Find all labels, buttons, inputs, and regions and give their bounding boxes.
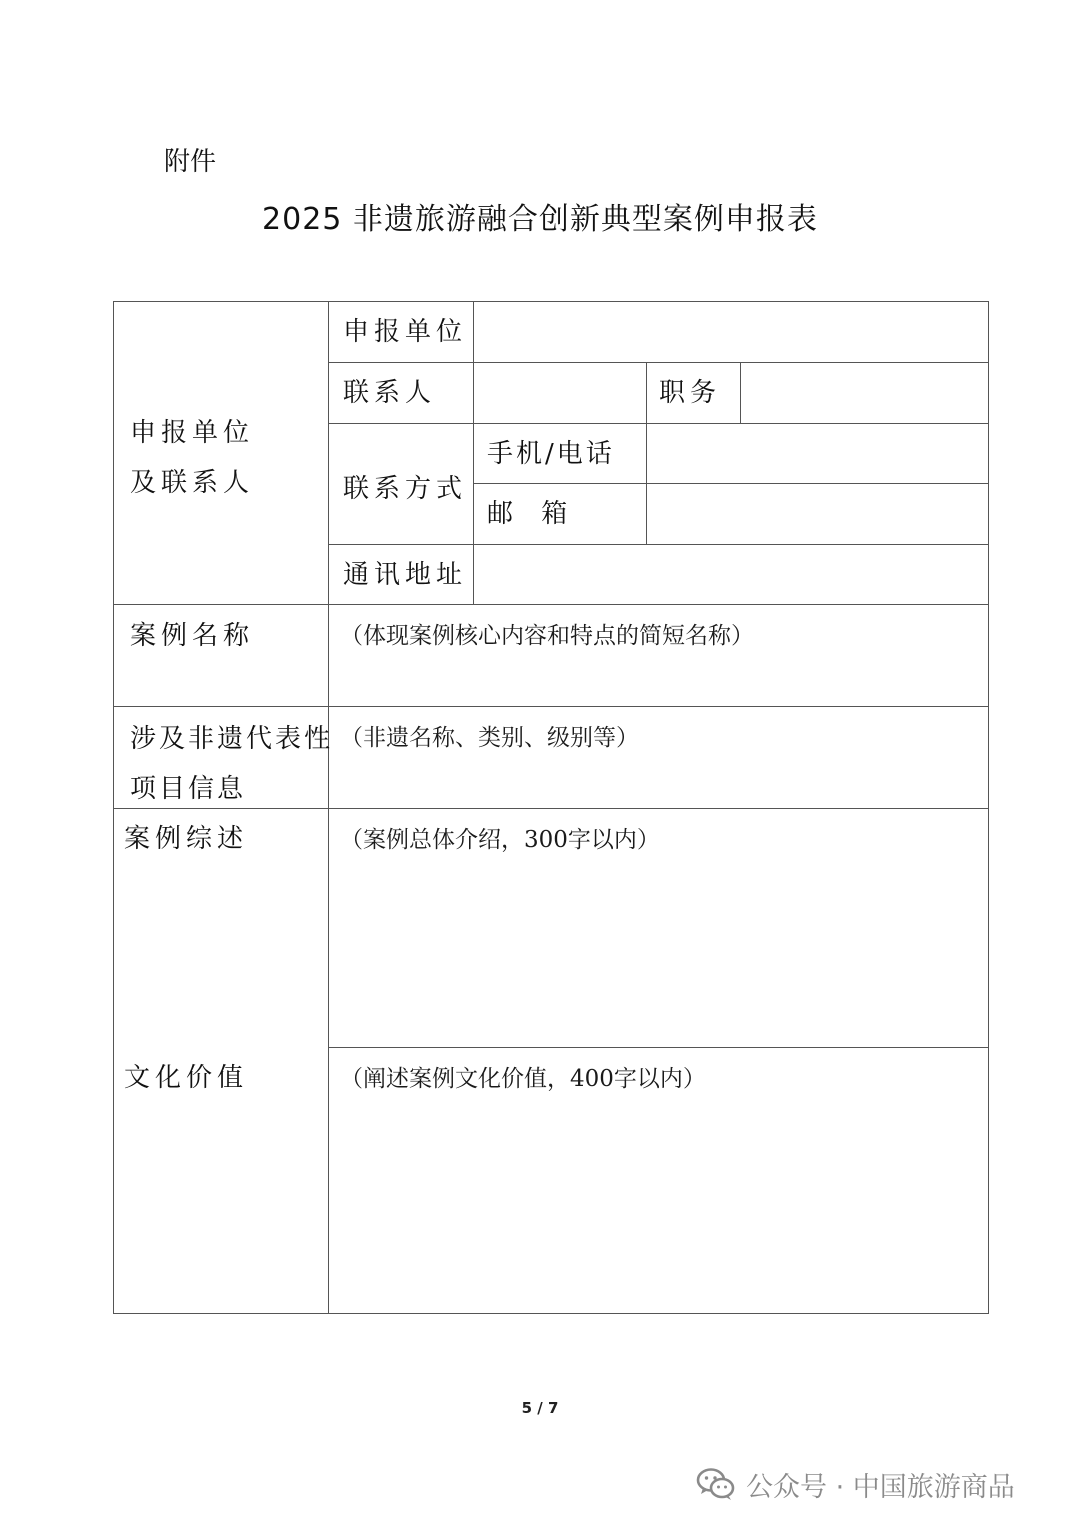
applicant-unit-label: 申报单位 (343, 317, 468, 347)
address-label: 通讯地址 (343, 560, 468, 590)
case-name-hint: （体现案例核心内容和特点的简短名称） (340, 623, 754, 649)
attachment-label: 附件 (164, 147, 217, 177)
table-border-top (113, 301, 989, 302)
form-title: 2025 非遗旅游融合创新典型案例申报表 (262, 202, 818, 237)
wechat-icon (696, 1467, 736, 1501)
watermark-text: 公众号 · 中国旅游商品 (746, 1471, 1015, 1503)
contact-method-label: 联系方式 (343, 474, 468, 504)
column-divider (473, 301, 474, 362)
row-divider (328, 362, 989, 363)
heritage-hint: （非遗名称、类别、级别等） (340, 725, 639, 751)
column-divider (473, 362, 474, 423)
row-divider (328, 1047, 989, 1048)
column-divider (646, 362, 647, 423)
column-divider (646, 423, 647, 544)
position-label: 职务 (659, 378, 722, 408)
case-summary-label: 案例综述 (124, 824, 249, 854)
phone-label: 手机/电话 (487, 439, 615, 469)
row-divider (328, 423, 989, 424)
column-divider (740, 362, 741, 423)
table-border-bottom (113, 1313, 989, 1314)
row-divider (328, 544, 989, 545)
row-divider (113, 604, 989, 605)
page-number: 5 / 7 (521, 1399, 559, 1417)
column-divider (473, 544, 474, 604)
table-border-left (113, 301, 114, 1314)
column-divider (473, 423, 474, 544)
case-name-label: 案例名称 (130, 621, 255, 651)
row-divider (113, 706, 989, 707)
heritage-project-label: 涉及非遗代表性 项目信息 (130, 724, 334, 804)
row-divider (473, 483, 989, 484)
email-label: 邮 箱 (487, 499, 578, 529)
case-summary-hint: （案例总体介绍，300字以内） (340, 827, 660, 853)
contact-person-label: 联系人 (343, 378, 437, 408)
cultural-value-label: 文化价值 (124, 1063, 249, 1093)
cultural-value-hint: （阐述案例文化价值，400字以内） (340, 1066, 706, 1092)
section-applicant-label: 申报单位 及联系人 (130, 418, 255, 498)
table-border-right (988, 301, 989, 1314)
watermark (696, 1464, 1015, 1504)
